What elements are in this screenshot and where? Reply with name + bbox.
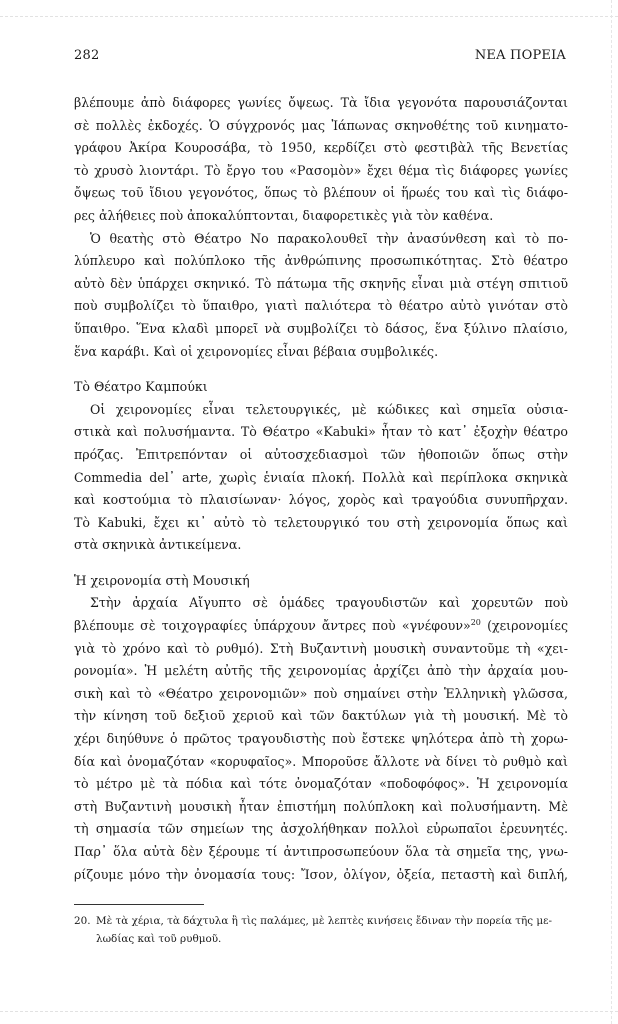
text-line: δία καὶ ὀνομαζόταν «κορυφαῖος». Μποροῦσε ἄλλοτε νὰ δίνει τὸ ρυθμὸ καὶ xyxy=(74,753,568,769)
paragraph-1 xyxy=(74,92,568,228)
text-line: ρίζουμε μόνο τὴν ὀνομασία τους: Ἴσον, ὀλίγον, ὀξεία, πεταστὴ καὶ διπλή, xyxy=(74,866,568,882)
text-line: Commedia del᾽ arte, χωρὶς ἑνιαία πλοκή. Πολλὰ καὶ περίπλοκα σκηνικὰ xyxy=(74,469,568,485)
text-line: αὐτὸ δὲν ὑπάρχει σκηνικό. Τὸ πάτωμα τῆς σκηνῆς εἶναι μιὰ στέγη σπιτιοῦ xyxy=(74,275,568,291)
text-line: στικὰ καὶ πολυσήμαντα. Τὸ Θέατρο «Kabuki» ἦταν τὸ κατ᾽ ἐξοχὴν θέατρο xyxy=(74,424,568,440)
text-line: Τὸ Kabuki, ἔχει κι᾽ αὐτὸ τὸ τελετουργικό του στὴ χειρονομία ὅπως καὶ xyxy=(74,514,568,530)
text-line: τὴ σημασία τῶν σημείων της ἀσχολήθηκαν πολλοὶ εὐρωπαῖοι ἐρευνητές. xyxy=(74,821,568,837)
text-line: ποὺ συμβολίζει τὸ ὕπαιθρο, γιατὶ παλιότερα τὸ θέατρο αὐτὸ γινόταν στὸ xyxy=(74,298,568,314)
footnote-line: λωδίας καὶ τοῦ ρυθμοῦ. xyxy=(96,933,222,945)
text-line: ἕνα καράβι. Καὶ οἱ χειρονομίες εἶναι βέβαια συμβολικές. xyxy=(74,343,439,359)
page-header xyxy=(74,48,566,63)
running-title: ΝΕΑ ΠΟΡΕΙΑ xyxy=(474,48,566,63)
text-line: ρονομία». Ἡ μελέτη αὐτῆς τῆς χειρονομίας ἀρχίζει ἀπὸ τὴν ἀρχαία μου- xyxy=(74,663,568,679)
text-line: καὶ κοστούμια τὸ πλαισίωναν· λόγος, χορὸς καὶ τραγούδια συνυπῆρχαν. xyxy=(74,492,568,508)
text-line: Οἱ χειρονομίες εἶναι τελετουργικές, μὲ κώδικες καὶ σημεῖα οὐσια- xyxy=(90,401,568,417)
text-line: γράφου Ἀκίρα Κουροσάβα, τὸ 1950, κερδίζει στὸ φεστιβὰλ τῆς Βενετίας xyxy=(74,140,568,156)
text-line: τὸ χρυσὸ λιοντάρι. Τὸ ἔργο του «Ρασομὸν» ἔχει θέμα τὶς διάφορες γωνίες xyxy=(74,162,568,178)
footnote xyxy=(74,912,568,948)
text-line-with-footnote-ref xyxy=(74,615,568,638)
body-text xyxy=(74,92,568,886)
text-line: χέρι διηύθυνε ὁ πρῶτος τραγουδιστὴς ποὺ ἔστεκε ψηλότερα ἀπὸ τὴ χορω- xyxy=(74,731,568,747)
text-line: ὕπαιθρο. Ἕνα κλαδὶ μπορεῖ νὰ συμβολίζει τὸ δάσος, ἕνα ξύλινο πλαίσιο, xyxy=(74,320,568,336)
text-line: Παρ᾽ ὅλα αὐτὰ δὲν ξέρουμε τί ἀντιπροσωπεύουν ὅλα τὰ σημεῖα της, γνω- xyxy=(74,844,568,859)
text-line: σικὴ καὶ τὸ «Θέατρο χειρονομιῶν» ποὺ σημαίνει στὴν Ἑλληνικὴ γλῶσσα, xyxy=(74,685,568,701)
text-line: στὰ σκηνικὰ ἀντικείμενα. xyxy=(74,537,242,553)
text-line: γιὰ τὸ χρόνο καὶ τὸ ρυθμό). Στὴ Βυζαντινὴ μουσικὴ συναντοῦμε τὴ «χει- xyxy=(74,640,568,656)
text-line: σὲ πολλὲς ἐκδοχές. Ὁ σύγχρονός μας Ἰάπωνας σκηνοθέτης τοῦ κινηματο- xyxy=(74,117,568,133)
footnote-divider xyxy=(74,904,204,905)
paragraph-2 xyxy=(74,228,568,364)
section-music xyxy=(74,570,568,886)
text-line: λύπλευρο καὶ πολύπλοκο τῆς ἀνθρώπινης προσωπικότητας. Στὸ θέατρο xyxy=(74,253,568,269)
section-kabuki xyxy=(74,376,568,557)
text-segment: βλέπουμε σὲ τοιχογραφίες ὑπάρχουν ἄντρες ποὺ «γνέφουν» xyxy=(74,618,471,634)
section-heading: Ἡ χειρονομία στὴ Μουσική xyxy=(74,572,250,588)
page-edge-right xyxy=(611,0,612,1024)
section-heading: Τὸ Θέατρο Καμπούκι xyxy=(74,379,208,395)
text-line: τὴν κίνηση τοῦ δεξιοῦ χεριοῦ καὶ τῶν δακτύλων γιὰ τὴ μουσική. Μὲ τὸ xyxy=(74,708,568,724)
text-line: στὴ Βυζαντινὴ μουσικὴ ἦταν ἐπιστήμη πολύπλοκη καὶ πολυσήμαντη. Μὲ xyxy=(74,798,568,814)
text-line: ρες ἀλήθειες ποὺ ἀποκαλύπτονται, διαφορετικὲς γιὰ τὸν καθένα. xyxy=(74,207,494,223)
text-line: τὸ μέτρο μὲ τὰ πόδια καὶ τότε ὀνομαζόταν «ποδοφόφος». Ἡ χειρονομία xyxy=(74,776,568,792)
page-number: 282 xyxy=(74,48,100,63)
text-line: πρόζας. Ἐπιτρεπόνταν οἱ αὐτοσχεδιασμοὶ τῶν ἠθοποιῶν ὅπως στὴν xyxy=(74,446,568,462)
text-line: Στὴν ἀρχαία Αἴγυπτο σὲ ὁμάδες τραγουδιστῶν καὶ χορευτῶν ποὺ xyxy=(90,595,568,611)
page-edge-bottom xyxy=(0,1011,618,1012)
footnote-text: Μὲ τὰ χέρια, τὰ δάχτυλα ἢ τὶς παλάμες, μὲ λεπτὲς κινήσεις ἔδιναν τὴν πορεία τῆς με- xyxy=(96,915,552,927)
text-line: ὄψεως τοῦ ἴδιου γεγονότος, ὅπως τὸ βλέπουν οἱ ἥρωές του καὶ τὶς διάφο- xyxy=(74,185,568,201)
footnote-number: 20. xyxy=(74,915,91,927)
page-edge-top xyxy=(0,16,618,17)
text-segment: (χειρονομίες xyxy=(480,618,568,634)
text-line: Ὁ θεατὴς στὸ Θέατρο Νο παρακολουθεῖ τὴν ἀνασύνθεση καὶ τὸ πο- xyxy=(90,230,568,246)
text-line: βλέπουμε ἀπὸ διάφορες γωνίες ὄψεως. Τὰ ἴδια γεγονότα παρουσιάζονται xyxy=(74,95,568,110)
footnote-line xyxy=(74,912,568,930)
footnote-reference[interactable]: 20 xyxy=(470,618,481,628)
